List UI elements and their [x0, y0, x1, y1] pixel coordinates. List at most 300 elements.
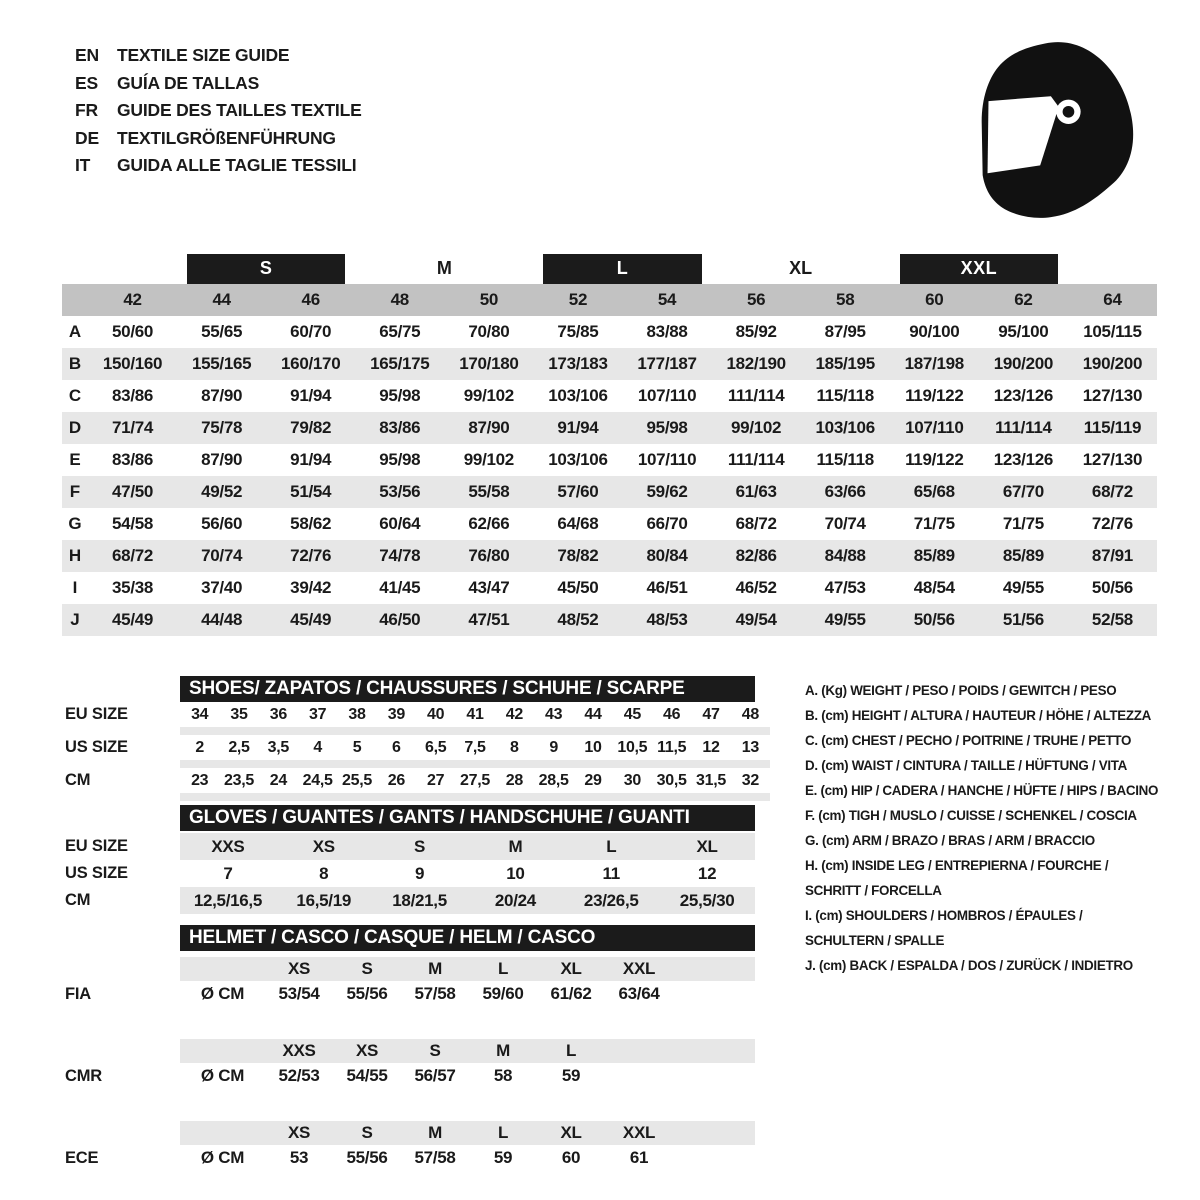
language-title: GUIDE DES TAILLES TEXTILE: [117, 100, 362, 121]
row-letter: D: [68, 418, 82, 437]
row-label-fia: FIA: [65, 984, 91, 1003]
glove-value: 12: [697, 863, 717, 883]
measurement-legend: [805, 678, 1165, 978]
size-value: 51/56: [1002, 610, 1044, 629]
shoe-value: 34: [191, 705, 209, 723]
shoes-table-title: SHOES/ ZAPATOS / CHAUSSURES / SCHUHE / SCARPE: [180, 676, 755, 702]
helmet-size: L: [497, 1123, 509, 1142]
shoe-value: 6: [392, 738, 401, 756]
size-value: 64/68: [557, 514, 599, 533]
shoe-value: 48: [741, 705, 759, 723]
size-group-xxl: XXL: [900, 254, 1058, 284]
shoes-row: [65, 768, 770, 793]
glove-value: M: [508, 836, 523, 856]
column-header: 56: [746, 290, 766, 309]
legend-line: SCHULTERN / SPALLE: [805, 933, 945, 948]
table-row: [62, 572, 1157, 604]
helmet-value: 58: [493, 1066, 513, 1085]
column-header: 44: [212, 290, 231, 309]
size-value: 48/53: [646, 610, 688, 629]
helmet-size: XXS: [282, 1041, 316, 1060]
size-value: 71/75: [1002, 514, 1044, 533]
size-group-l: L: [543, 254, 701, 284]
shoe-value: 28,5: [538, 771, 569, 789]
column-header: 62: [1014, 290, 1033, 309]
size-value: 91/94: [290, 450, 332, 469]
glove-value: 8: [319, 863, 329, 883]
size-value: 187/198: [904, 354, 964, 373]
glove-value: XXS: [211, 836, 245, 856]
shoe-value: 9: [549, 738, 558, 756]
helmet-size: XXL: [622, 959, 656, 978]
size-value: 84/88: [824, 546, 866, 565]
row-label: EU SIZE: [65, 705, 128, 723]
language-title: TEXTILE SIZE GUIDE: [117, 45, 290, 66]
shoe-value: 26: [387, 771, 405, 789]
size-value: 54/58: [112, 514, 154, 533]
shoe-value: 24: [269, 771, 287, 789]
helmet-size: XS: [287, 1123, 311, 1142]
size-value: 44/48: [201, 610, 243, 629]
shoe-value: 23: [191, 771, 209, 789]
language-code: ES: [75, 72, 98, 93]
size-value: 57/60: [557, 482, 599, 501]
glove-value: 9: [415, 863, 425, 883]
size-value: 190/200: [993, 354, 1054, 373]
size-value: 60/70: [290, 322, 332, 341]
size-value: 87/91: [1091, 546, 1133, 565]
row-separator: [180, 727, 770, 735]
helmet-size: S: [361, 1123, 373, 1142]
language-code: DE: [75, 127, 99, 148]
size-value: 68/72: [112, 546, 154, 565]
row-letter: B: [68, 354, 82, 373]
size-value: 50/60: [112, 322, 154, 341]
glove-value: 18/21,5: [392, 890, 447, 910]
shoe-value: 39: [387, 705, 405, 723]
size-value: 107/110: [637, 450, 697, 469]
size-value: 90/100: [909, 322, 960, 341]
legend-line: E. (cm) HIP / CADERA / HANCHE / HÜFTE / HIPS / BACINO: [805, 783, 1159, 798]
size-value: 50/56: [913, 610, 955, 629]
unit-cell: Ø CM: [200, 984, 245, 1003]
row-letter: E: [69, 450, 81, 469]
size-value: 83/86: [112, 386, 154, 405]
legend-line: C. (cm) CHEST / PECHO / POITRINE / TRUHE / PETTO: [805, 733, 1132, 748]
size-value: 71/75: [913, 514, 955, 533]
size-value: 177/187: [637, 354, 697, 373]
shoe-value: 35: [230, 705, 248, 723]
size-value: 45/49: [112, 610, 154, 629]
row-letter: H: [68, 546, 82, 565]
size-value: 155/165: [191, 354, 252, 373]
legend-line: I. (cm) SHOULDERS / HOMBROS / ÉPAULES /: [805, 908, 1083, 923]
legend-line: SCHRITT / FORCELLA: [805, 883, 942, 898]
column-header: 54: [657, 290, 677, 309]
table-row: [62, 476, 1157, 508]
shoe-value: 24,5: [302, 771, 333, 789]
size-value: 99/102: [731, 418, 782, 437]
legend-line: G. (cm) ARM / BRAZO / BRAS / ARM / BRACCIO: [805, 833, 1095, 848]
size-value: 72/76: [290, 546, 332, 565]
row-letter: G: [68, 514, 82, 533]
size-value: 83/86: [112, 450, 154, 469]
size-value: 87/90: [468, 418, 510, 437]
shoe-value: 46: [663, 705, 681, 723]
size-value: 70/74: [201, 546, 243, 565]
row-label: CM: [65, 891, 91, 909]
helmet-value: 63/64: [618, 984, 660, 1003]
helmet-data-row: [65, 981, 770, 1007]
size-value: 51/54: [290, 482, 332, 501]
size-value: 46/52: [735, 578, 777, 597]
shoe-value: 36: [269, 705, 287, 723]
size-value: 119/122: [905, 450, 964, 469]
helmet-value: 60: [561, 1148, 581, 1167]
size-group-xl: XL: [789, 258, 813, 278]
helmet-data-row: [65, 1145, 770, 1171]
shoe-value: 31,5: [696, 771, 726, 789]
shoe-value: 13: [741, 738, 759, 756]
size-value: 68/72: [735, 514, 777, 533]
column-header: 42: [123, 290, 142, 309]
language-title: TEXTILGRÖßENFÜHRUNG: [117, 127, 336, 148]
size-value: 70/74: [824, 514, 866, 533]
size-value: 115/118: [816, 450, 874, 469]
apparel-size-table: [62, 253, 1157, 636]
size-value: 91/94: [557, 418, 599, 437]
size-value: 45/50: [557, 578, 599, 597]
size-value: 91/94: [290, 386, 332, 405]
row-label: US SIZE: [65, 864, 128, 882]
size-value: 75/85: [557, 322, 599, 341]
size-value: 80/84: [646, 546, 688, 565]
size-value: 70/80: [468, 322, 510, 341]
glove-value: L: [606, 836, 617, 856]
size-group-m: M: [436, 258, 452, 278]
gloves-table-rows: [65, 833, 770, 914]
size-value: 59/62: [646, 482, 688, 501]
shoe-value: 10: [584, 738, 602, 756]
column-header: 60: [925, 290, 944, 309]
size-value: 107/110: [905, 418, 964, 437]
size-value: 67/70: [1002, 482, 1044, 501]
gloves-row: [65, 833, 770, 860]
helmet-value: 61: [629, 1148, 649, 1167]
shoe-value: 42: [505, 705, 523, 723]
row-letter: C: [68, 386, 82, 405]
size-value: 55/65: [201, 322, 243, 341]
size-value: 185/195: [815, 354, 875, 373]
size-value: 79/82: [290, 418, 332, 437]
column-header-row: [62, 284, 1157, 316]
shoe-value: 25,5: [342, 771, 372, 789]
shoe-value: 30,5: [656, 771, 687, 789]
row-label: US SIZE: [65, 738, 128, 756]
helmet-size: XS: [287, 959, 311, 978]
legend-line: J. (cm) BACK / ESPALDA / DOS / ZURÜCK / INDIETRO: [805, 958, 1133, 973]
helmet-size: XL: [560, 959, 582, 978]
column-header: 58: [836, 290, 855, 309]
size-value: 35/38: [112, 578, 154, 597]
shoe-value: 2,5: [228, 738, 250, 756]
shoe-value: 2: [195, 738, 204, 756]
language-row: [75, 97, 362, 125]
shoe-value: 27,5: [460, 771, 490, 789]
size-value: 47/51: [468, 610, 510, 629]
size-value: 83/86: [379, 418, 421, 437]
helmet-value: 59: [561, 1066, 581, 1085]
row-label-cmr: CMR: [65, 1066, 102, 1085]
shoe-value: 6,5: [424, 738, 447, 756]
legend-line: A. (Kg) WEIGHT / PESO / POIDS / GEWITCH / PESO: [805, 683, 1117, 698]
size-value: 182/190: [726, 354, 786, 373]
size-value: 103/106: [548, 450, 608, 469]
size-value: 58/62: [290, 514, 332, 533]
glove-value: 11: [602, 863, 620, 883]
size-value: 87/95: [824, 322, 866, 341]
gloves-values: [180, 833, 755, 860]
row-separator: [180, 760, 770, 768]
shoe-value: 32: [741, 771, 759, 789]
glove-value: 23/26,5: [583, 890, 639, 910]
size-value: 111/114: [727, 450, 785, 469]
size-value: 78/82: [557, 546, 599, 565]
size-value: 53/56: [379, 482, 421, 501]
helmet-value: 53/54: [278, 984, 320, 1003]
shoe-value: 40: [427, 705, 445, 723]
unit-cell: Ø CM: [200, 1066, 245, 1085]
size-value: 76/80: [468, 546, 510, 565]
helmet-value: 55/56: [346, 1148, 388, 1167]
size-value: 99/102: [463, 450, 514, 469]
size-value: 95/98: [379, 386, 421, 405]
size-value: 46/50: [379, 610, 421, 629]
size-value: 95/98: [646, 418, 688, 437]
language-row: [75, 125, 362, 153]
helmet-size: XL: [560, 1123, 582, 1142]
size-value: 99/102: [463, 386, 514, 405]
size-value: 66/70: [646, 514, 688, 533]
full-face-helmet-icon: [948, 26, 1146, 221]
language-row: [75, 152, 362, 180]
row-label: CM: [65, 771, 91, 789]
shoe-value: 45: [623, 705, 641, 723]
glove-value: 10: [506, 863, 525, 883]
gloves-values: [180, 860, 755, 887]
size-value: 68/72: [1091, 482, 1133, 501]
helmet-sizes: [180, 957, 755, 981]
shoes-values: [180, 768, 770, 793]
size-value: 41/45: [379, 578, 421, 597]
size-value: 119/122: [905, 386, 964, 405]
size-value: 87/90: [201, 386, 243, 405]
shoe-value: 38: [348, 705, 366, 723]
glove-value: XS: [312, 836, 335, 856]
size-value: 49/55: [1002, 578, 1044, 597]
table-row: [62, 604, 1157, 636]
helmet-icon: [948, 26, 1146, 221]
language-title: GUIDA ALLE TAGLIE TESSILI: [117, 155, 357, 176]
legend-line: B. (cm) HEIGHT / ALTURA / HAUTEUR / HÖHE / ALTEZZA: [805, 708, 1152, 723]
gloves-row: [65, 887, 770, 914]
size-value: 127/130: [1082, 450, 1143, 469]
size-value: 105/115: [1083, 322, 1142, 341]
size-value: 50/56: [1091, 578, 1133, 597]
helmet-size: S: [361, 959, 373, 978]
helmet-size: S: [429, 1041, 441, 1060]
table-row: [62, 444, 1157, 476]
helmet-table-title: HELMET / CASCO / CASQUE / HELM / CASCO: [180, 925, 755, 951]
size-value: 65/68: [913, 482, 955, 501]
helmet-sizes: [180, 1121, 755, 1145]
unit-cell: Ø CM: [200, 1148, 245, 1167]
section-gap: [65, 1089, 770, 1121]
shoes-size-table: [65, 676, 770, 801]
shoes-values: [180, 735, 770, 760]
table-row: [62, 508, 1157, 540]
size-value: 170/180: [459, 354, 519, 373]
size-value: 52/58: [1091, 610, 1133, 629]
size-value: 56/60: [201, 514, 243, 533]
size-value: 39/42: [290, 578, 332, 597]
helmet-value: 52/53: [278, 1066, 320, 1085]
row-label-ece: ECE: [65, 1148, 99, 1167]
row-letter: I: [72, 578, 78, 597]
helmet-size-row: [65, 1039, 770, 1063]
column-header: 52: [568, 290, 588, 309]
shoe-value: 47: [702, 705, 720, 723]
helmet-value: 55/56: [346, 984, 388, 1003]
size-value: 48/54: [913, 578, 955, 597]
helmet-size: L: [565, 1041, 577, 1060]
helmet-value: 57/58: [414, 1148, 456, 1167]
row-separator: [180, 793, 770, 801]
size-value: 45/49: [290, 610, 332, 629]
legend-line: F. (cm) TIGH / MUSLO / CUISSE / SCHENKEL / COSCIA: [805, 808, 1137, 823]
shoe-value: 7,5: [464, 738, 486, 756]
size-value: 87/90: [201, 450, 243, 469]
table-row: [62, 412, 1157, 444]
helmet-value: 53: [289, 1148, 309, 1167]
legend-line: H. (cm) INSIDE LEG / ENTREPIERNA / FOURCHE /: [805, 858, 1109, 873]
shoe-value: 27: [427, 771, 445, 789]
shoes-row: [65, 702, 770, 727]
size-value: 48/52: [557, 610, 599, 629]
gloves-row: [65, 860, 770, 887]
section-gap: [65, 1007, 770, 1039]
language-title: GUÍA DE TALLAS: [117, 72, 260, 93]
helmet-size: M: [428, 959, 442, 978]
shoe-value: 8: [510, 738, 519, 756]
column-header: 48: [390, 290, 409, 309]
glove-value: 25,5/30: [679, 890, 735, 910]
language-code: FR: [75, 100, 98, 121]
size-value: 85/89: [913, 546, 955, 565]
size-value: 47/50: [112, 482, 154, 501]
size-value: 95/100: [998, 322, 1049, 341]
size-value: 62/66: [468, 514, 510, 533]
shoes-table-rows: [65, 702, 770, 801]
helmet-size-row: [65, 957, 770, 981]
size-value: 46/51: [646, 578, 688, 597]
size-value: 95/98: [379, 450, 421, 469]
size-value: 72/76: [1091, 514, 1133, 533]
shoe-value: 12: [702, 738, 720, 756]
shoes-values: [180, 702, 770, 727]
helmet-value: 61/62: [550, 984, 592, 1003]
gloves-table-title: GLOVES / GUANTES / GANTS / HANDSCHUHE / GUANTI: [180, 805, 755, 831]
table-row: [62, 540, 1157, 572]
size-value: 160/170: [281, 354, 341, 373]
shoe-value: 41: [466, 705, 484, 723]
glove-value: 7: [223, 863, 233, 883]
column-header: 46: [301, 290, 320, 309]
shoe-value: 28: [505, 771, 523, 789]
gloves-values: [180, 887, 755, 914]
size-value: 123/126: [993, 450, 1054, 469]
size-value: 123/126: [993, 386, 1054, 405]
size-value: 173/183: [548, 354, 608, 373]
size-value: 85/89: [1002, 546, 1044, 565]
size-value: 82/86: [735, 546, 777, 565]
table-row: [62, 380, 1157, 412]
helmet-data-row: [65, 1063, 770, 1089]
size-value: 63/66: [824, 482, 866, 501]
glove-value: XL: [696, 836, 718, 856]
helmet-size-table: [65, 925, 770, 1171]
glove-value: 20/24: [494, 890, 536, 910]
helmet-size: M: [428, 1123, 442, 1142]
shoes-row: [65, 735, 770, 760]
shoe-value: 5: [352, 738, 362, 756]
helmet-values: [180, 981, 755, 1007]
shoe-value: 23,5: [224, 771, 254, 789]
size-value: 127/130: [1082, 386, 1143, 405]
shoe-value: 43: [545, 705, 563, 723]
row-letter: F: [69, 482, 81, 501]
language-title-list: [75, 42, 362, 180]
helmet-size: L: [497, 959, 509, 978]
size-value: 49/54: [735, 610, 777, 629]
legend-line: D. (cm) WAIST / CINTURA / TAILLE / HÜFTUNG / VITA: [805, 758, 1128, 773]
size-value: 103/106: [815, 418, 875, 437]
shoe-value: 44: [584, 705, 602, 723]
size-value: 83/88: [646, 322, 688, 341]
helmet-value: 57/58: [414, 984, 456, 1003]
size-value: 111/114: [995, 418, 1052, 437]
helmet-table-rows: [65, 957, 770, 1171]
size-value: 150/160: [102, 354, 163, 373]
language-code: IT: [75, 155, 91, 176]
size-value: 37/40: [201, 578, 243, 597]
column-header: 50: [479, 290, 499, 309]
row-letter: J: [70, 610, 80, 629]
glove-value: 12,5/16,5: [193, 890, 263, 910]
shoe-value: 30: [623, 771, 641, 789]
size-value: 43/47: [468, 578, 510, 597]
shoe-value: 11,5: [657, 738, 687, 756]
size-group-row: [62, 253, 1157, 284]
row-letter: A: [68, 322, 82, 341]
size-value: 107/110: [637, 386, 697, 405]
size-value: 74/78: [379, 546, 421, 565]
size-value: 111/114: [727, 386, 785, 405]
helmet-sizes: [180, 1039, 755, 1063]
size-value: 85/92: [735, 322, 777, 341]
size-value: 47/53: [824, 578, 866, 597]
shoe-value: 29: [584, 771, 602, 789]
